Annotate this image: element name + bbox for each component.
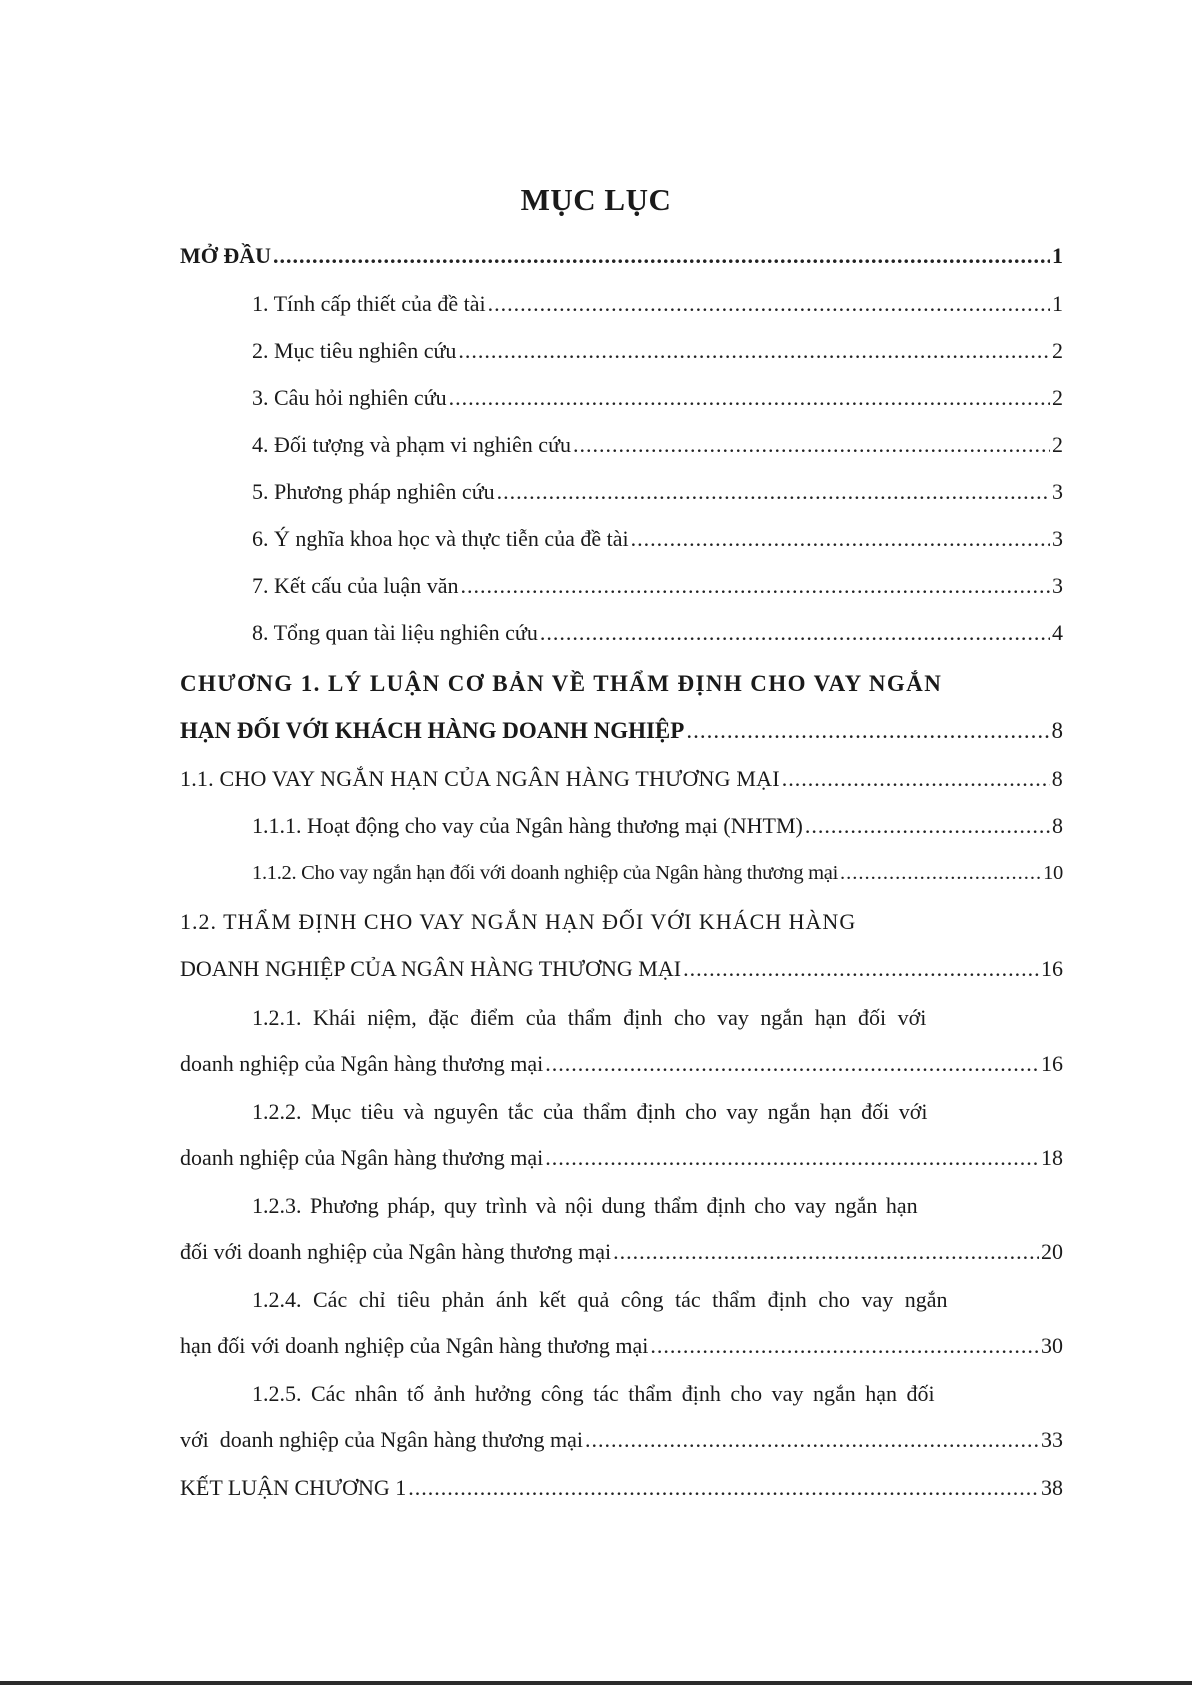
toc-entry-page: 3 xyxy=(1052,573,1063,598)
toc-entry-line1[interactable]: CHƯƠNG 1. LÝ LUẬN CƠ BẢN VỀ THẨM ĐỊNH CHO VAY NGẮN xyxy=(180,671,943,696)
toc-entry[interactable] xyxy=(252,811,1063,841)
toc-entry[interactable] xyxy=(180,1331,1063,1361)
toc-entry[interactable] xyxy=(180,241,1063,271)
toc-entry-title: hạn đối với doanh nghiệp của Ngân hàng thương mại xyxy=(180,1333,649,1358)
toc-entry-title: 7. Kết cấu của luận văn xyxy=(252,573,459,598)
toc-entry-title: 5. Phương pháp nghiên cứu xyxy=(252,479,495,504)
toc-entry-page: 16 xyxy=(1041,1051,1063,1076)
page-title: MỤC LỤC xyxy=(520,182,672,217)
toc-leader-dots xyxy=(408,1473,1039,1503)
toc-entry[interactable] xyxy=(252,618,1063,648)
toc-entry-title: DOANH NGHIỆP CỦA NGÂN HÀNG THƯƠNG MẠI xyxy=(180,956,682,981)
toc-entry-title: 1.1.2. Cho vay ngắn hạn đối với doanh nghiệp của Ngân hàng thương mại xyxy=(252,862,838,884)
toc-entry-title: doanh nghiệp của Ngân hàng thương mại xyxy=(180,1051,544,1076)
toc-leader-dots xyxy=(545,1049,1039,1079)
toc-leader-dots xyxy=(460,571,1050,601)
toc-entry-page: 8 xyxy=(1052,813,1063,838)
toc-leader-dots xyxy=(540,618,1050,648)
toc-entry-title: 1.1. CHO VAY NGẮN HẠN CỦA NGÂN HÀNG THƯƠNG MẠI xyxy=(180,766,780,791)
toc-leader-dots xyxy=(273,241,1050,271)
toc-leader-dots xyxy=(585,1425,1039,1455)
toc-entry[interactable] xyxy=(252,430,1063,460)
toc-leader-dots xyxy=(683,954,1039,984)
toc-entry-title: HẠN ĐỐI VỚI KHÁCH HÀNG DOANH NGHIỆP xyxy=(180,718,685,743)
toc-entry[interactable] xyxy=(180,954,1063,984)
toc-entry-page: 16 xyxy=(1041,956,1063,981)
toc-entry-line1[interactable]: 1.2.1. Khái niệm, đặc điểm của thẩm định cho vay ngắn hạn đối với xyxy=(252,1005,927,1030)
toc-entry[interactable] xyxy=(180,1237,1063,1267)
toc-entry[interactable] xyxy=(180,1049,1063,1079)
toc-entry-page: 30 xyxy=(1041,1333,1063,1358)
toc-entry-page: 18 xyxy=(1041,1145,1063,1170)
toc-leader-dots xyxy=(545,1143,1039,1173)
toc-entry-page: 8 xyxy=(1051,718,1063,743)
toc-entry[interactable] xyxy=(180,1143,1063,1173)
toc-entry-title: 2. Mục tiêu nghiên cứu xyxy=(252,338,457,363)
toc-entry-line1[interactable]: 1.2.4. Các chỉ tiêu phản ánh kết quả công tác thẩm định cho vay ngắn xyxy=(252,1287,948,1312)
toc-leader-dots xyxy=(488,289,1050,319)
toc-entry[interactable] xyxy=(252,858,1063,888)
toc-leader-dots xyxy=(686,716,1049,746)
toc-entry-page: 1 xyxy=(1052,243,1063,268)
toc-entry-line1[interactable]: 1.2.5. Các nhân tố ảnh hưởng công tác thẩm định cho vay ngắn hạn đối xyxy=(252,1381,935,1406)
toc-entry[interactable] xyxy=(252,524,1063,554)
toc-entry-line1[interactable]: 1.2.2. Mục tiêu và nguyên tắc của thẩm định cho vay ngắn hạn đối với xyxy=(252,1099,928,1124)
toc-entry[interactable] xyxy=(252,477,1063,507)
toc-entry[interactable] xyxy=(180,764,1063,794)
toc-leader-dots xyxy=(613,1237,1039,1267)
toc-entry[interactable] xyxy=(180,716,1063,746)
toc-entry-title: KẾT LUẬN CHƯƠNG 1 xyxy=(180,1475,407,1500)
toc-entry-page: 3 xyxy=(1052,526,1063,551)
toc-entry[interactable] xyxy=(180,1473,1063,1503)
toc-entry[interactable] xyxy=(252,289,1063,319)
toc-entry-page: 4 xyxy=(1052,620,1063,645)
toc-entry-title: doanh nghiệp của Ngân hàng thương mại xyxy=(180,1145,544,1170)
toc-entry-title: 4. Đối tượng và phạm vi nghiên cứu xyxy=(252,432,571,457)
toc-leader-dots xyxy=(650,1331,1039,1361)
toc-leader-dots xyxy=(782,764,1050,794)
toc-entry-page: 2 xyxy=(1052,385,1063,410)
toc-entry[interactable] xyxy=(252,571,1063,601)
toc-entry-line1[interactable]: 1.2. THẨM ĐỊNH CHO VAY NGẮN HẠN ĐỐI VỚI KHÁCH HÀNG xyxy=(180,909,857,934)
toc-entry[interactable] xyxy=(180,1425,1063,1455)
toc-entry-page: 10 xyxy=(1043,862,1063,884)
toc-entry-title: 8. Tổng quan tài liệu nghiên cứu xyxy=(252,620,538,645)
toc-leader-dots xyxy=(497,477,1050,507)
toc-entry-page: 2 xyxy=(1052,432,1063,457)
toc-entry-page: 33 xyxy=(1041,1427,1063,1452)
toc-leader-dots xyxy=(805,811,1050,841)
toc-leader-dots xyxy=(840,858,1041,888)
toc-entry-page: 1 xyxy=(1052,291,1063,316)
toc-entry-title: 1.1.1. Hoạt động cho vay của Ngân hàng thương mại (NHTM) xyxy=(252,813,803,838)
toc-leader-dots xyxy=(573,430,1050,460)
bottom-edge-line xyxy=(0,1681,1192,1685)
toc-leader-dots xyxy=(458,336,1050,366)
toc-entry-title: 6. Ý nghĩa khoa học và thực tiễn của đề tài xyxy=(252,526,629,551)
toc-entry-title: MỞ ĐẦU xyxy=(180,243,272,268)
toc-entry-title: 1. Tính cấp thiết của đề tài xyxy=(252,291,486,316)
toc-entry-page: 20 xyxy=(1041,1239,1063,1264)
toc-entry-title: 3. Câu hỏi nghiên cứu xyxy=(252,385,447,410)
toc-entry-page: 2 xyxy=(1052,338,1063,363)
toc-entry-line1[interactable]: 1.2.3. Phương pháp, quy trình và nội dung thẩm định cho vay ngắn hạn xyxy=(252,1193,918,1218)
toc-entry[interactable] xyxy=(252,336,1063,366)
toc-entry-page: 38 xyxy=(1041,1475,1063,1500)
toc-entry-page: 3 xyxy=(1052,479,1063,504)
toc-entry-title: với doanh nghiệp của Ngân hàng thương mại xyxy=(180,1427,583,1452)
toc-leader-dots xyxy=(631,524,1050,554)
toc-entry-title: đối với doanh nghiệp của Ngân hàng thương mại xyxy=(180,1239,612,1264)
toc-entry-page: 8 xyxy=(1051,766,1063,791)
toc-entry[interactable] xyxy=(252,383,1063,413)
toc-leader-dots xyxy=(449,383,1050,413)
